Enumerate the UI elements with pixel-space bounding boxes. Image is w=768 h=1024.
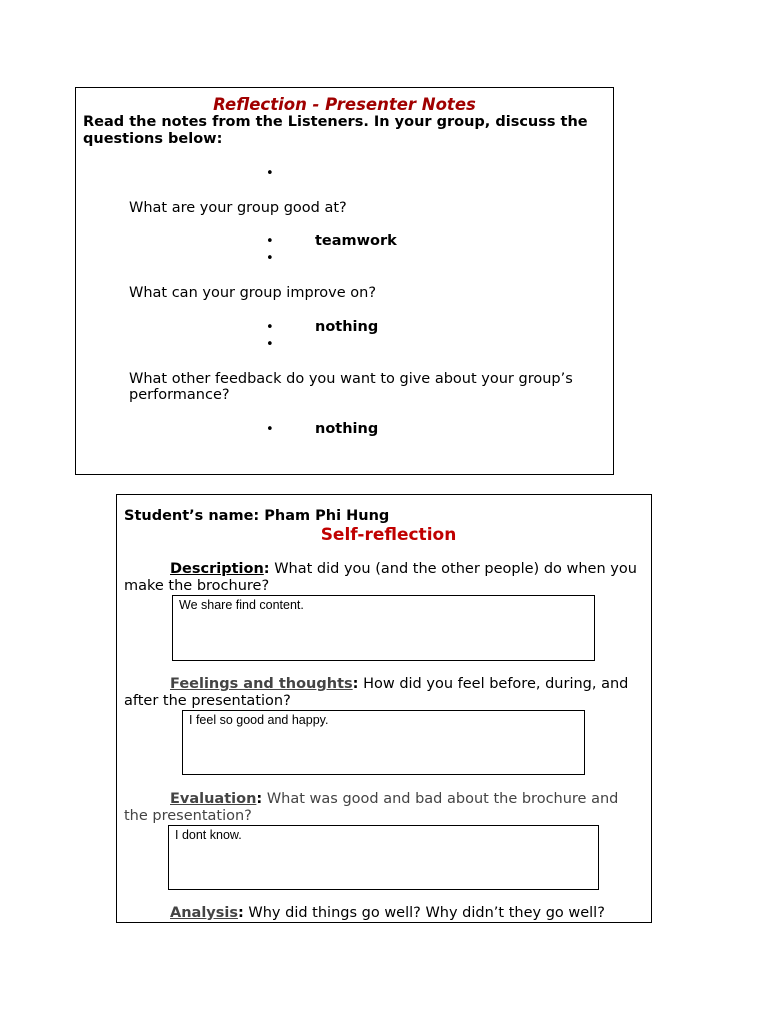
evaluation-prompt: Evaluation: What was good and bad about the brochure and the presentation?: [124, 791, 619, 824]
answer-improve-on: nothing: [315, 319, 379, 335]
self-reflection-title: Self-reflection: [320, 525, 457, 545]
analysis-label: Analysis: [170, 905, 238, 921]
evaluation-answer-field[interactable]: I dont know.: [168, 825, 599, 890]
description-prompt: Description: What did you (and the other people) do when you make the brochure?: [124, 561, 637, 594]
bullet: •: [266, 234, 274, 249]
description-answer-field[interactable]: We share find content.: [172, 595, 595, 661]
feelings-answer-field[interactable]: I feel so good and happy.: [182, 710, 585, 775]
student-name: Student’s name: Pham Phi Hung: [124, 508, 390, 524]
feelings-prompt: Feelings and thoughts: How did you feel before, during, and after the presentation?: [124, 676, 629, 709]
question-good-at: What are your group good at?: [129, 200, 347, 216]
bullet: •: [266, 337, 274, 352]
analysis-prompt: Analysis: Why did things go well? Why didn’t they go well?: [170, 905, 605, 921]
description-label: Description: [170, 561, 264, 577]
bullet: •: [266, 251, 274, 266]
answer-good-at: teamwork: [315, 233, 397, 249]
answer-other-feedback: nothing: [315, 421, 379, 437]
presenter-notes-title: Reflection - Presenter Notes: [213, 95, 476, 114]
bullet: •: [266, 166, 274, 181]
bullet: •: [266, 320, 274, 335]
question-improve-on: What can your group improve on?: [129, 285, 377, 301]
presenter-notes-intro: Read the notes from the Listeners. In your group, discuss the questions below:: [83, 114, 588, 147]
evaluation-label: Evaluation: [170, 791, 257, 807]
question-other-feedback: What other feedback do you want to give about your group’s performance?: [129, 371, 573, 403]
feelings-label: Feelings and thoughts: [170, 676, 353, 692]
bullet: •: [266, 422, 274, 437]
